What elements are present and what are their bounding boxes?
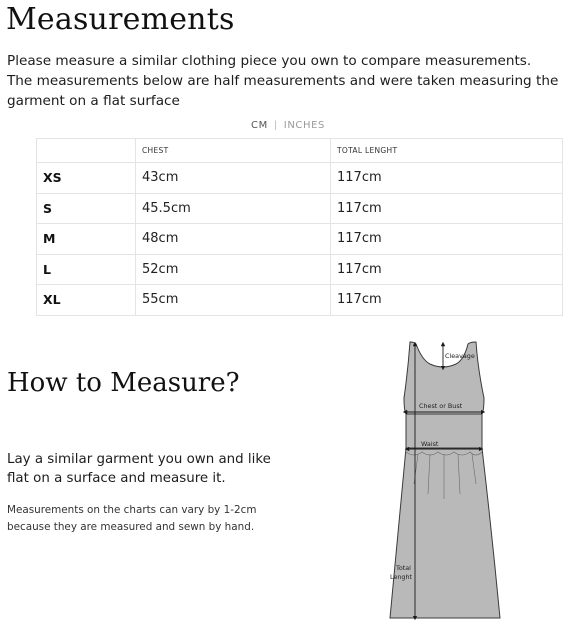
length-cell: 117cm [331,224,563,255]
page-title: Measurements [6,2,235,37]
unit-option-cm[interactable]: CM [251,120,268,131]
size-cell: L [37,254,136,285]
intro-text [7,51,567,111]
total-length-label: Lenght [390,573,413,581]
chest-cell: 48cm [136,224,331,255]
length-cell: 117cm [331,285,563,316]
size-cell: XS [37,163,136,194]
chest-cell: 45.5cm [136,193,331,224]
how-to-line: flat on a surface and measure it. [7,471,226,486]
header-size [37,139,136,163]
table-row [37,193,563,224]
unit-toggle [0,120,576,131]
unit-separator: | [273,120,278,131]
cleavage-label: Cleavage [445,352,475,360]
total-length-label: Total [396,564,411,572]
dress-skirt-shape [390,448,500,618]
note-line: Measurements on the charts can vary by 1-2cm [7,504,257,516]
header-total-length: TOTAL LENGHT [331,139,563,163]
table-row [37,254,563,285]
note-line: because they are measured and sewn by hand. [7,521,255,533]
chest-cell: 55cm [136,285,331,316]
how-to-line: Lay a similar garment you own and like [7,452,271,467]
unit-option-inches[interactable]: INCHES [283,120,325,131]
length-cell: 117cm [331,193,563,224]
header-chest: CHEST [136,139,331,163]
waist-label: Waist [421,440,439,448]
table-header-row [37,139,563,163]
chest-label: Chest or Bust [419,402,463,410]
how-to-measure-heading: How to Measure? [7,368,240,398]
how-to-text [7,450,271,488]
length-cell: 117cm [331,163,563,194]
chest-cell: 43cm [136,163,331,194]
size-cell: M [37,224,136,255]
intro-line: The measurements below are half measurements and were taken measuring the [7,73,559,89]
variation-note [7,502,256,536]
intro-line: garment on a flat surface [7,93,180,109]
size-cell: XL [37,285,136,316]
size-cell: S [37,193,136,224]
table-row [37,285,563,316]
chest-cell: 52cm [136,254,331,285]
table-row [37,163,563,194]
dress-measurement-diagram [384,334,520,628]
table-row [37,224,563,255]
intro-line: Please measure a similar clothing piece you own to compare measurements. [7,53,532,69]
dress-waist-shape [406,414,482,448]
length-cell: 117cm [331,254,563,285]
size-chart-table [36,138,563,316]
